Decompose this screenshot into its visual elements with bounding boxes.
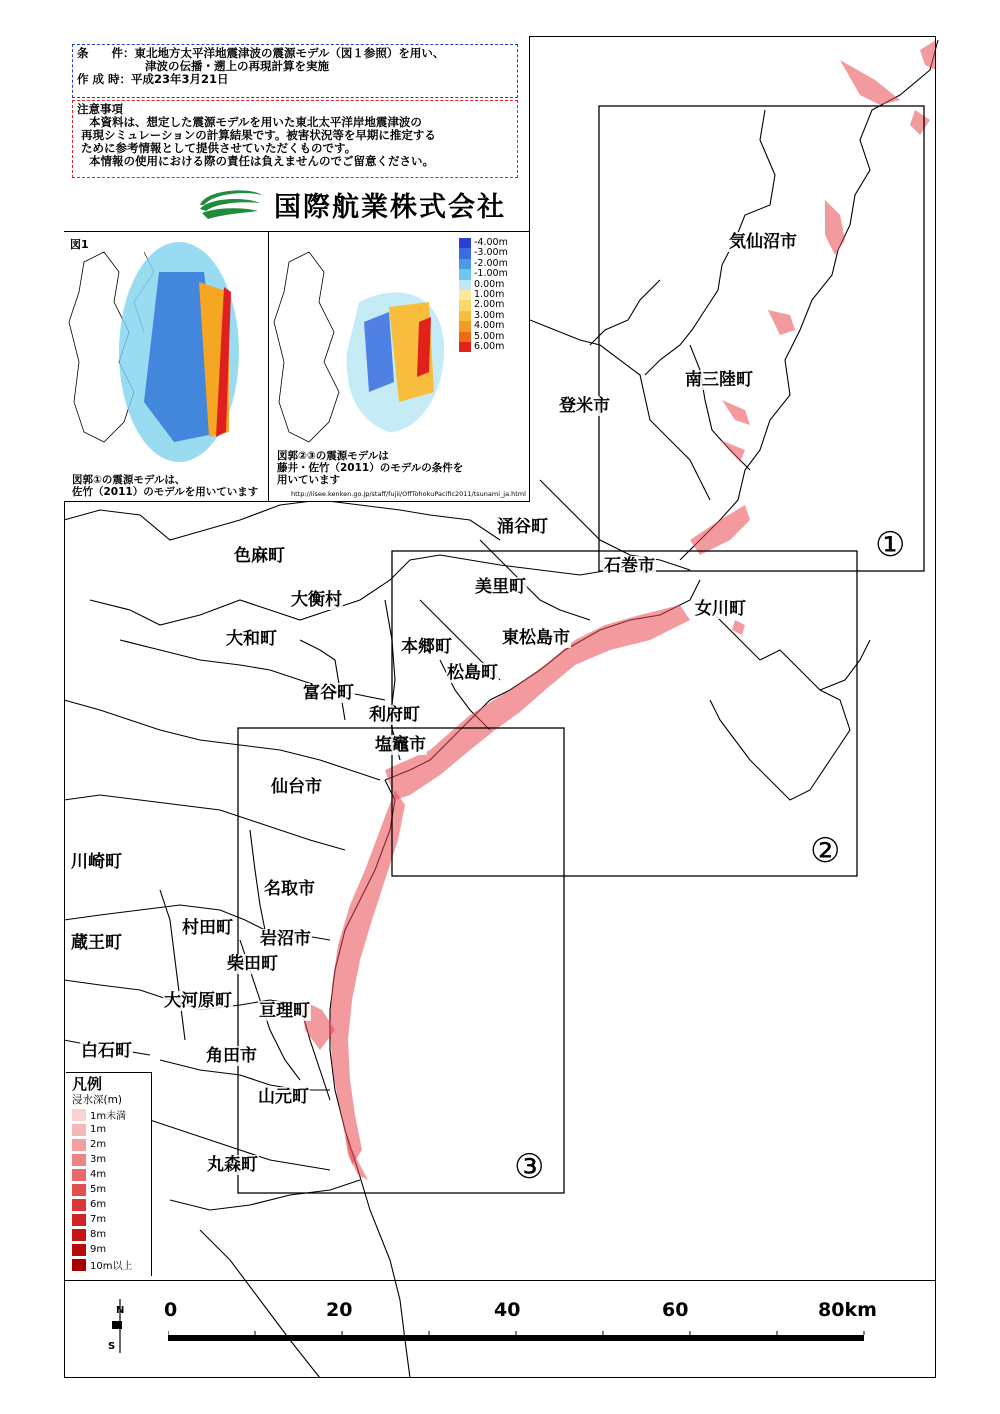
legend-title: 凡例	[72, 1075, 103, 1093]
notice-line-3: ために参考情報として提供させていただくものです。	[81, 141, 357, 155]
info-panel	[64, 36, 530, 502]
figure-label: 図1	[70, 238, 89, 251]
legend-item	[72, 1107, 145, 1122]
place-label-marumori: 丸森町	[207, 1155, 258, 1175]
figure-left-caption-2: 佐竹（2011）のモデルを用いています	[72, 486, 259, 498]
figure-right-caption-1: 図郭②③の震源モデルは	[277, 450, 389, 462]
figure-right	[269, 231, 529, 501]
company-name: 国際航業株式会社	[274, 191, 506, 223]
figure-right-caption-2: 藤井・佐竹（2011）のモデルの条件を	[277, 462, 464, 474]
place-label-tome: 登米市	[559, 396, 610, 416]
color-scale-label: 1.00m	[474, 288, 505, 300]
notice-box	[72, 100, 518, 178]
place-label-sendai: 仙台市	[271, 777, 322, 797]
color-scale-swatch	[459, 342, 471, 352]
place-label-taihira: 大衡村	[291, 590, 342, 610]
scale-tick-80: 80km	[818, 1299, 877, 1321]
place-label-tomiya: 富谷町	[303, 683, 354, 703]
legend-item	[72, 1137, 145, 1152]
color-scale-swatch	[459, 248, 471, 258]
notice-line-1: 本資料は、想定した震源モデルを用いた東北太平洋岸地震津波の	[89, 115, 422, 129]
color-scale-swatch	[459, 269, 471, 279]
conditions-line-2: 津波の伝播・遡上の再現計算を実施	[145, 59, 329, 73]
place-label-shiogama: 塩竈市	[375, 735, 426, 755]
north-label: N	[116, 1305, 125, 1316]
place-label-shiroishi: 白石町	[81, 1041, 132, 1061]
place-label-iwanuma: 岩沼市	[260, 929, 311, 949]
figure-right-caption-3: 用いています	[277, 474, 340, 486]
color-scale-label: 6.00m	[474, 340, 505, 352]
legend-label: 6m	[90, 1199, 107, 1210]
color-scale	[459, 238, 508, 352]
conditions-box	[72, 44, 518, 98]
color-scale-swatch	[459, 311, 471, 321]
color-scale-swatch	[459, 290, 471, 300]
color-scale-row	[459, 342, 508, 352]
color-scale-label: -4.00m	[474, 237, 508, 248]
place-label-natori: 名取市	[264, 879, 315, 899]
place-label-hongo: 本郷町	[401, 637, 452, 657]
legend-swatch	[72, 1214, 86, 1226]
legend-item	[72, 1242, 145, 1257]
legend-subtitle: 浸水深(m)	[72, 1094, 122, 1106]
place-label-kakuda: 角田市	[206, 1046, 257, 1066]
color-scale-swatch	[459, 332, 471, 342]
scale-tick-0: 0	[164, 1299, 178, 1321]
legend-swatch	[72, 1259, 86, 1271]
company-block	[196, 184, 506, 224]
legend-label: 10m以上	[90, 1261, 133, 1272]
legend-swatch	[72, 1244, 86, 1256]
legend-label: 5m	[90, 1184, 107, 1195]
scale-bar	[168, 1331, 888, 1345]
legend-label: 1m	[90, 1124, 107, 1135]
legend-swatch	[72, 1109, 86, 1121]
legend	[66, 1072, 152, 1276]
legend-item	[72, 1182, 145, 1197]
created-value: 平成23年3月21日	[131, 72, 229, 86]
place-label-higashimatsushima: 東松島市	[502, 628, 570, 648]
box-2-number: ②	[810, 831, 841, 871]
place-label-taiwa: 大和町	[226, 629, 277, 649]
legend-label: 8m	[90, 1229, 107, 1240]
legend-label: 2m	[90, 1139, 107, 1150]
place-label-kesennuma: 気仙沼市	[729, 232, 797, 252]
legend-swatch	[72, 1139, 86, 1151]
color-scale-label: -1.00m	[474, 268, 508, 280]
legend-swatch	[72, 1184, 86, 1196]
place-label-shibata: 柴田町	[227, 954, 278, 974]
color-scale-row	[459, 321, 508, 331]
figure-source-url: http://iisee.kenken.go.jp/staff/fujii/OffTohokuPacific2011/tsunami_ja.html	[291, 490, 526, 498]
north-arrow-icon	[100, 1291, 140, 1361]
color-scale-label: 4.00m	[474, 320, 505, 332]
scale-tick-40: 40	[494, 1299, 521, 1321]
place-label-kawasaki: 川崎町	[71, 852, 122, 872]
place-label-zao: 蔵王町	[71, 933, 122, 953]
legend-items	[72, 1107, 145, 1272]
scale-tick-60: 60	[662, 1299, 689, 1321]
color-scale-swatch	[459, 238, 471, 248]
box-1-number: ①	[875, 525, 906, 565]
figure-left-caption-1: 図郭①の震源モデルは、	[72, 474, 186, 486]
place-label-shikama: 色麻町	[234, 546, 285, 566]
place-label-yamamoto: 山元町	[258, 1087, 309, 1107]
company-logo-icon	[196, 185, 266, 223]
place-label-misato: 美里町	[475, 577, 526, 597]
color-scale-row	[459, 269, 508, 279]
place-label-ogawara: 大河原町	[164, 991, 232, 1011]
legend-label: 7m	[90, 1214, 107, 1225]
created-label: 作 成 時：	[77, 72, 132, 86]
legend-label: 9m	[90, 1244, 107, 1255]
legend-item	[72, 1122, 145, 1137]
legend-item	[72, 1152, 145, 1167]
place-label-wakuya: 涌谷町	[497, 517, 548, 537]
notice-line-4: 本情報の使用における際の責任は負えませんのでご留意ください。	[89, 154, 434, 168]
legend-swatch	[72, 1154, 86, 1166]
notice-line-2: 再現シミュレーションの計算結果です。被害状況等を早期に推定する	[81, 128, 436, 142]
color-scale-label: 3.00m	[474, 309, 505, 321]
scale-bar-area	[64, 1280, 936, 1378]
legend-swatch	[72, 1124, 86, 1136]
color-scale-swatch	[459, 280, 471, 290]
legend-label: 4m	[90, 1169, 107, 1180]
color-scale-label: 5.00m	[474, 330, 505, 342]
source-model-map-left	[64, 232, 269, 472]
legend-item	[72, 1227, 145, 1242]
legend-label: 3m	[90, 1154, 107, 1165]
figure-left	[64, 231, 269, 501]
place-label-murata: 村田町	[182, 918, 233, 938]
source-model-map-right	[269, 232, 459, 472]
legend-item	[72, 1197, 145, 1212]
place-label-onagawa: 女川町	[695, 599, 746, 619]
legend-item	[72, 1212, 145, 1227]
legend-swatch	[72, 1199, 86, 1211]
legend-swatch	[72, 1229, 86, 1241]
color-scale-swatch	[459, 259, 471, 269]
legend-label: 1m未満	[90, 1111, 127, 1122]
color-scale-swatch	[459, 300, 471, 310]
place-label-watari: 亘理町	[259, 1001, 310, 1021]
conditions-line-1: 東北地方太平洋地震津波の震源モデル（図１参照）を用い、	[134, 46, 445, 60]
legend-swatch	[72, 1169, 86, 1181]
conditions-label: 条 件：	[77, 46, 135, 60]
legend-item	[72, 1257, 145, 1272]
box-3-number: ③	[514, 1147, 545, 1187]
color-scale-label: -2.00m	[474, 257, 508, 269]
place-label-matsushima: 松島町	[447, 663, 498, 683]
place-label-rifu: 利府町	[369, 705, 420, 725]
legend-item	[72, 1167, 145, 1182]
color-scale-label: 2.00m	[474, 299, 505, 311]
south-label: S	[108, 1341, 116, 1352]
place-label-minamisanriku: 南三陸町	[685, 370, 753, 390]
place-label-ishinomaki: 石巻市	[604, 556, 655, 576]
color-scale-label: -3.00m	[474, 247, 508, 259]
notice-title: 注意事項	[77, 102, 123, 116]
scale-tick-20: 20	[326, 1299, 353, 1321]
color-scale-label: 0.00m	[474, 278, 505, 290]
color-scale-swatch	[459, 321, 471, 331]
